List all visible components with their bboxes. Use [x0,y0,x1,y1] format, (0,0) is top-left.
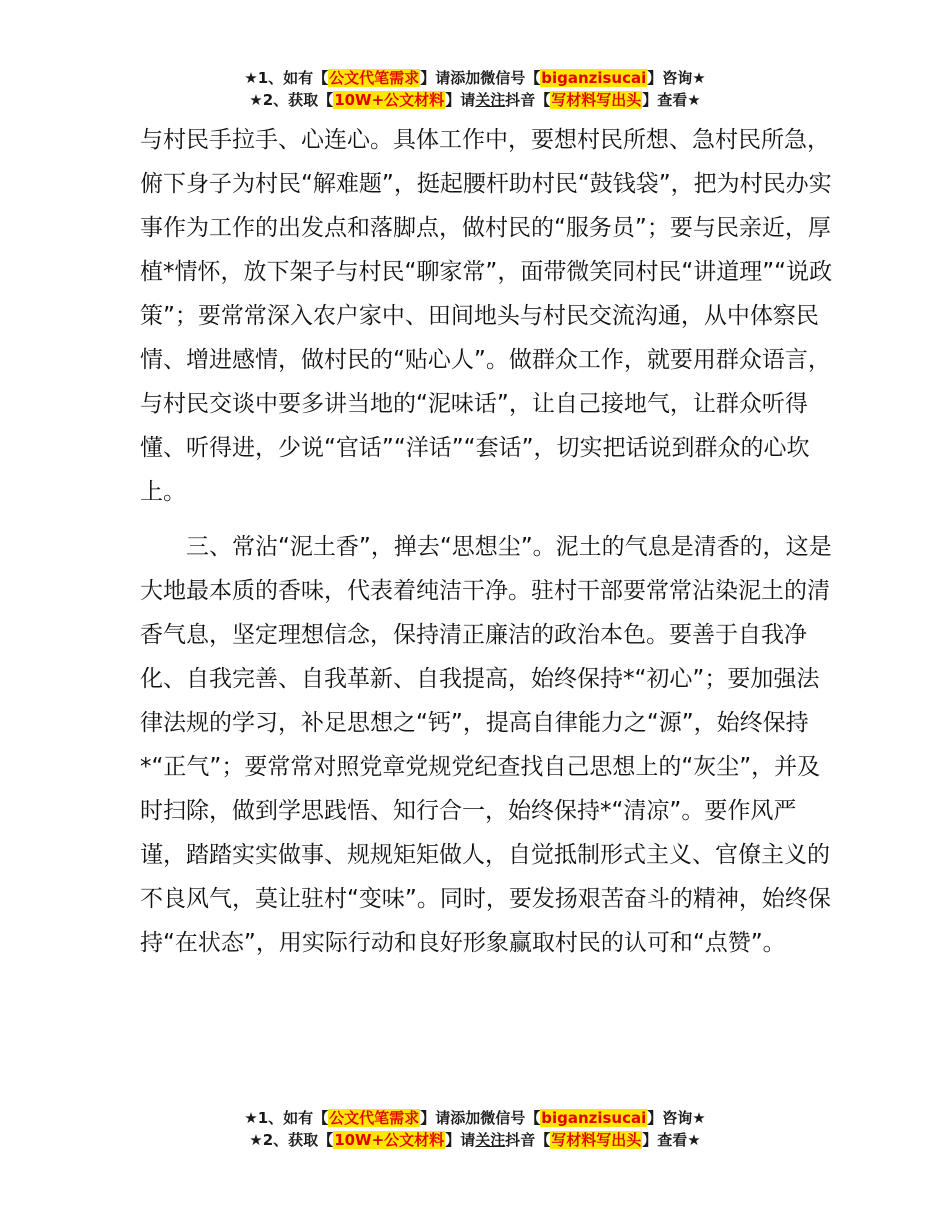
document-body [140,118,840,965]
header-banner [0,67,950,111]
banner-highlight: biganzisucai [541,69,647,87]
banner-highlight: 10W+公文材料 [334,91,445,109]
banner-text: 】请添加微信号【 [420,69,541,87]
body-paragraph: 三、常沾“泥土香”，掸去“思想尘”。泥土的气息是清香的，这是大地最本质的香味，代表着纯洁干净。驻村干部要常常沾染泥土的清香气息，坚定理想信念，保持清正廉洁的政治本色。要善于自我净化、自我完善、自我革新、自我提高，始终保持*“初心”；要加强法律法规的学习，补足思想之“钙”，提高自律能力之“源”，始终保持*“正气”；要常常对照党章党规党纪查找自己思想上的“灰尘”，并及时扫除，做到学思践悟、知行合一，始终保持*“清凉”。要作风严谨，踏踏实实做事、规规矩矩做人，自觉抵制形式主义、官僚主义的不良风气，莫让驻村“变味”。同时，要发扬艰苦奋斗的精神，始终保持“在状态”，用实际行动和良好形象赢取村民的认可和“点赞”。 [140,534,832,956]
banner-text: 】咨询★ [647,1109,706,1127]
banner-text: ★2、获取【 [249,91,334,109]
banner-text: 】咨询★ [647,69,706,87]
banner-text: 】请 [445,91,476,109]
banner-underlined: 关注 [475,91,506,109]
banner-highlight: 写材料写出头 [551,1131,642,1149]
banner-text: ★1、如有【 [244,69,329,87]
banner-highlight: 10W+公文材料 [334,1131,445,1149]
banner-highlight: 写材料写出头 [551,91,642,109]
banner-line-1 [0,67,950,89]
banner-text: ★1、如有【 [244,1109,329,1127]
banner-highlight: 公文代笔需求 [329,1109,420,1127]
banner-text: 抖音【 [505,1131,551,1149]
banner-line-2 [0,1129,950,1151]
banner-highlight: 公文代笔需求 [329,69,420,87]
banner-text: 】请添加微信号【 [420,1109,541,1127]
banner-text: 】请 [445,1131,476,1149]
banner-text: 抖音【 [505,91,551,109]
banner-text: 】查看★ [642,91,701,109]
banner-text: 】查看★ [642,1131,701,1149]
footer-banner [0,1107,950,1151]
banner-underlined: 关注 [475,1131,506,1149]
banner-line-2 [0,89,950,111]
body-paragraph: 与村民手拉手、心连心。具体工作中，要想村民所想、急村民所急，俯下身子为村民“解难题”，挺起腰杆助村民“鼓钱袋”，把为村民办实事作为工作的出发点和落脚点，做村民的“服务员”；要与民亲近，厚植*情怀，放下架子与村民“聊家常”，面带微笑同村民“讲道理”“说政策”；要常常深入农户家中、田间地头与村民交流沟通，从中体察民情、增进感情，做村民的“贴心人”。做群众工作，就要用群众语言，与村民交谈中要多讲当地的“泥味话”，让自己接地气，让群众听得懂、听得进，少说“官话”“洋话”“套话”，切实把话说到群众的心坎上。 [140,127,833,505]
banner-text: ★2、获取【 [249,1131,334,1149]
banner-highlight: biganzisucai [541,1109,647,1127]
banner-line-1 [0,1107,950,1129]
